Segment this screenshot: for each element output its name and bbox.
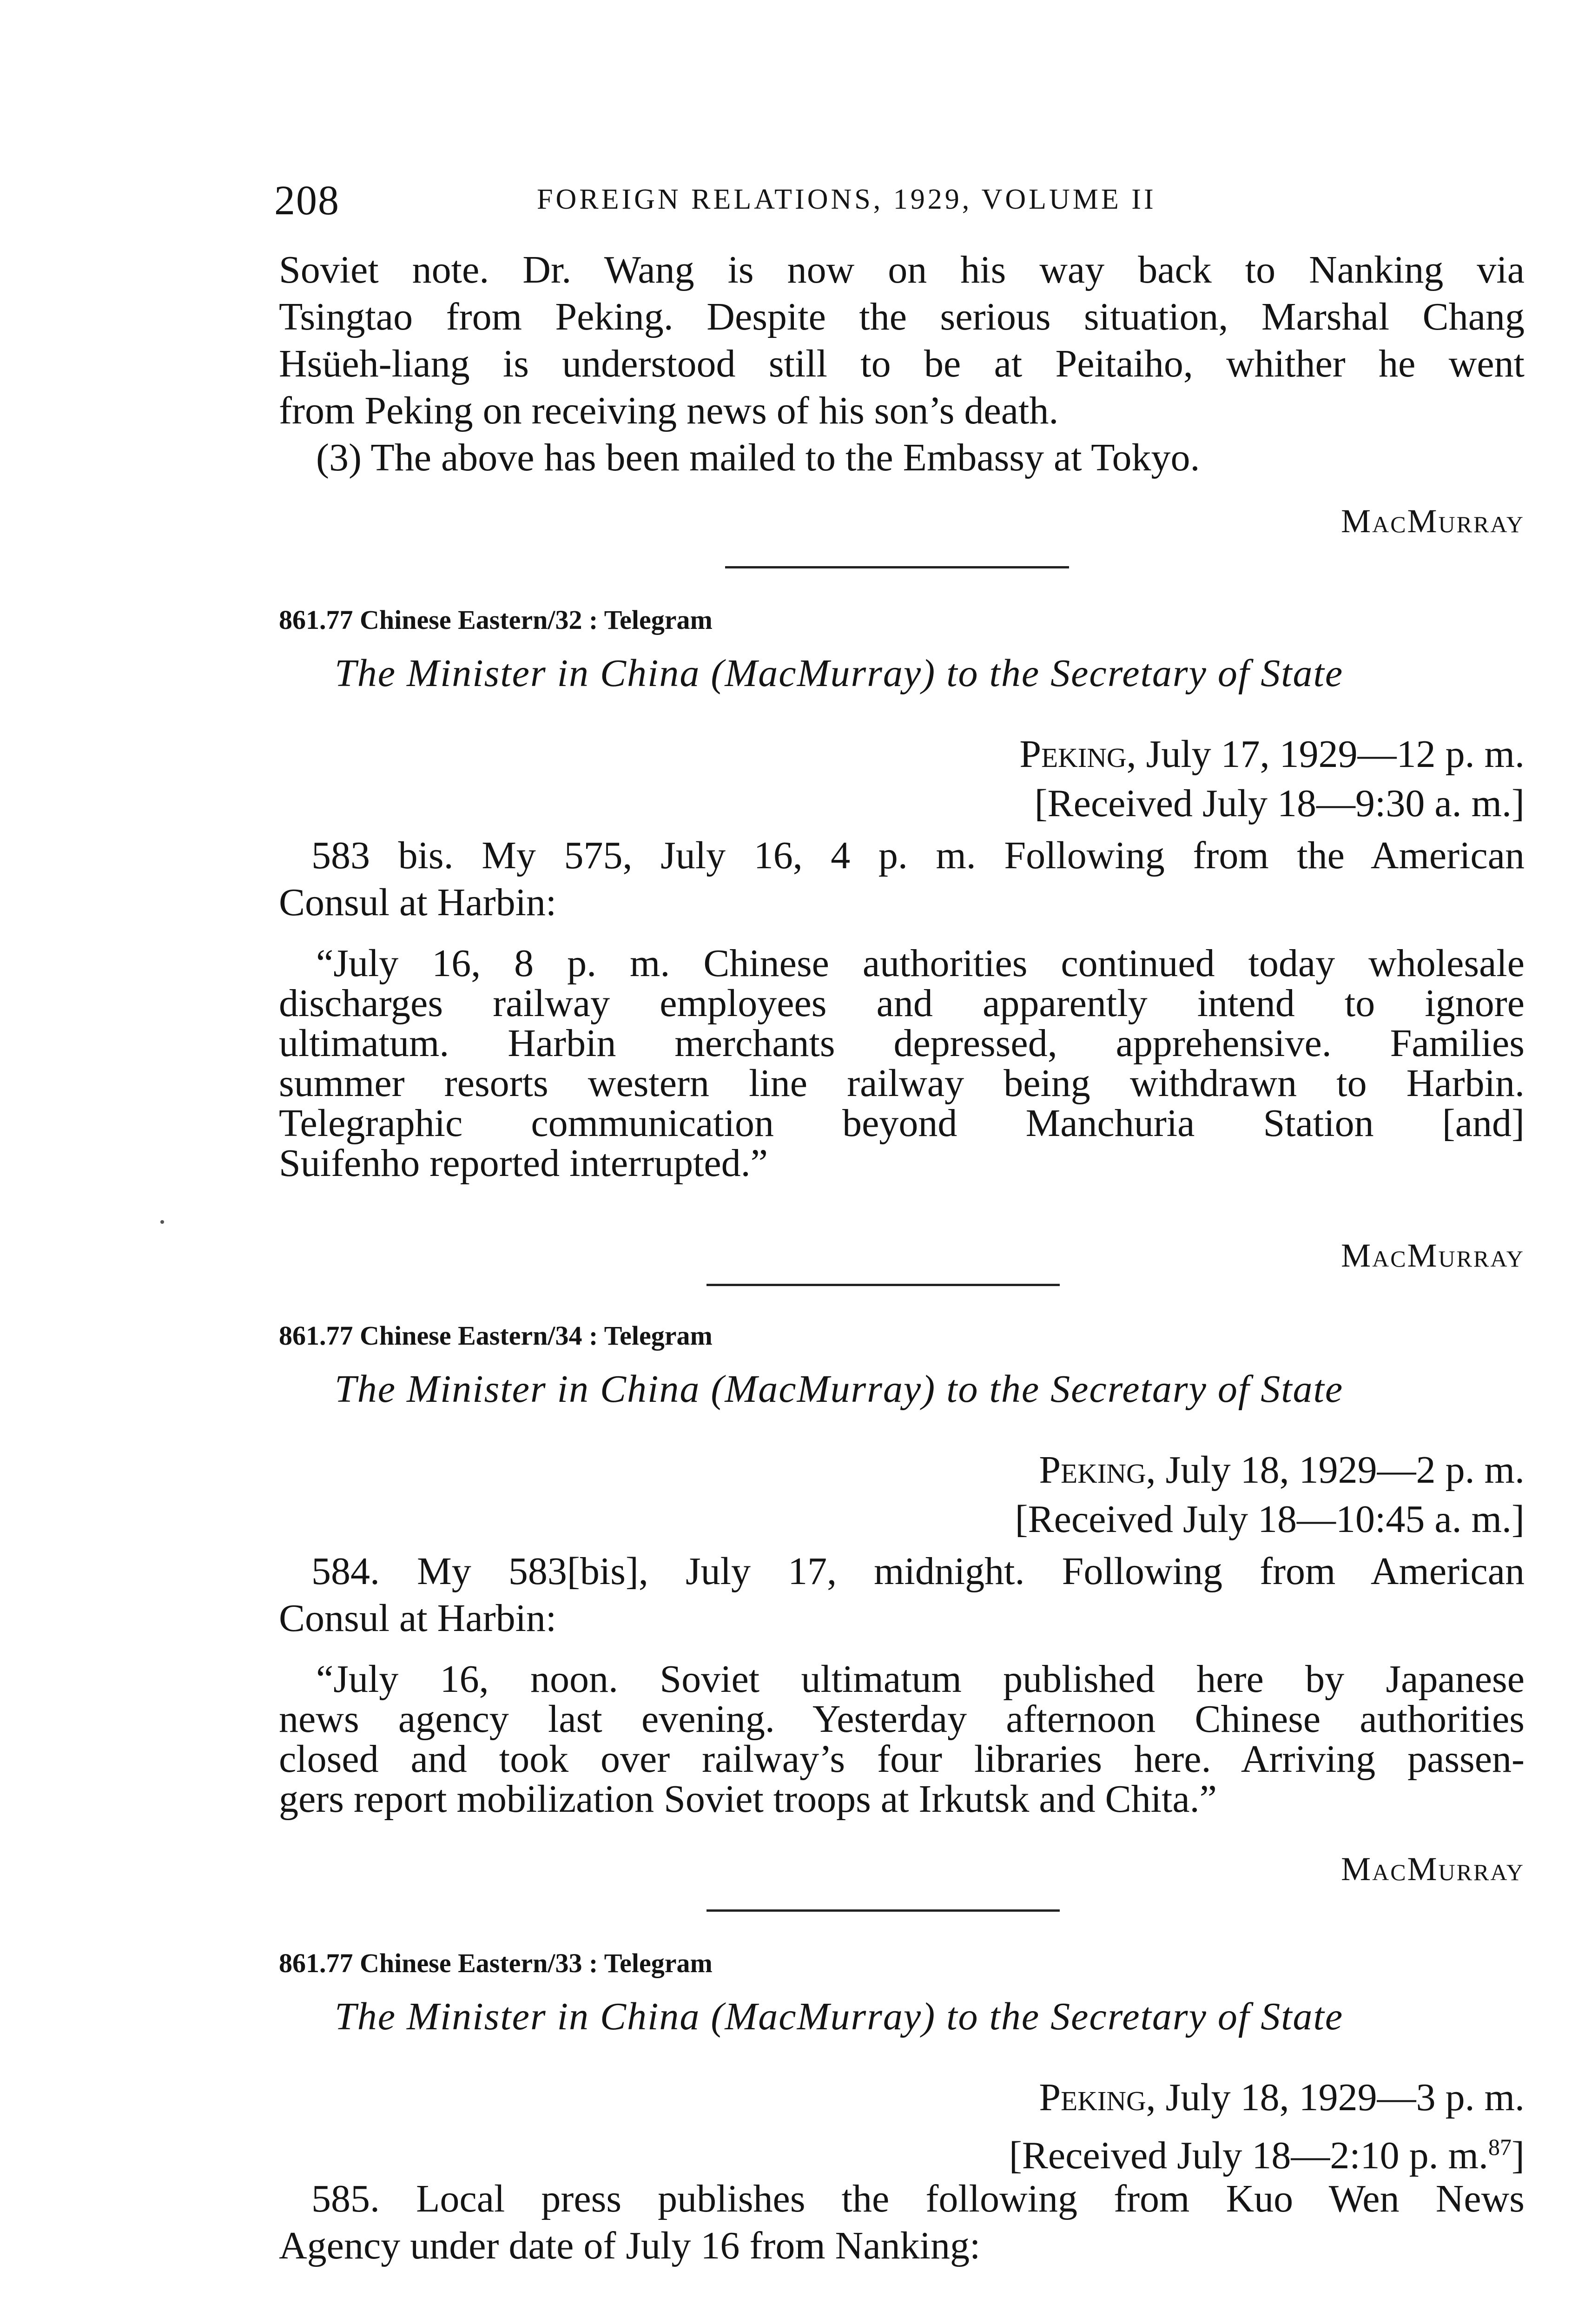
text-line: Hsüeh-liang is understood still to be at Peitaiho, whither he went (279, 342, 1525, 385)
text-line: Tsingtao from Peking. Despite the serious situation, Marshal Chang (279, 295, 1525, 338)
dateline (1015, 1446, 1525, 1544)
document-reference: 861.77 Chinese Eastern/34 : Telegram (279, 1320, 713, 1351)
received-line: [Received July 18—10:45 a. m.] (1015, 1498, 1525, 1541)
received-text: [Received July 18—2:10 p. m. (1009, 2134, 1489, 2177)
dateline-date: July 18, 1929—3 p. m. (1155, 2076, 1525, 2119)
text-line: 583 bis. My 575, July 16, 4 p. m. Following from the American (311, 834, 1525, 877)
document-reference: 861.77 Chinese Eastern/33 : Telegram (279, 1948, 713, 1978)
signature: MacMurray (1341, 502, 1525, 540)
dateline (1019, 730, 1525, 828)
quote-line: summer resorts western line railway being withdrawn to Harbin. (279, 1062, 1525, 1105)
text-line: from Peking on receiving news of his son’s death. (279, 389, 1059, 432)
received-line: [Received July 18—9:30 a. m.] (1034, 782, 1525, 825)
quote-line: ultimatum. Harbin merchants depressed, apprehensive. Families (279, 1022, 1525, 1065)
paragraph-3: (3) The above has been mailed to the Embassy at Tokyo. (316, 436, 1200, 479)
dateline (1009, 2073, 1525, 2180)
received-line (1009, 2122, 1525, 2180)
document-title: The Minister in China (MacMurray) to the Secretary of State (335, 1367, 1344, 1411)
quote-line: news agency last evening. Yesterday afternoon Chinese authorities (279, 1697, 1525, 1741)
quote-line: discharges railway employees and apparently intend to ignore (279, 982, 1525, 1025)
running-title: FOREIGN RELATIONS, 1929, VOLUME II (537, 184, 1156, 215)
text-line: 585. Local press publishes the following from Kuo Wen News (311, 2177, 1525, 2220)
quote-line: “July 16, 8 p. m. Chinese authorities continued today wholesale (316, 942, 1525, 985)
quote-line: “July 16, noon. Soviet ultimatum published here by Japanese (316, 1657, 1525, 1701)
document-title: The Minister in China (MacMurray) to the Secretary of State (335, 1995, 1344, 2038)
document-reference: 861.77 Chinese Eastern/32 : Telegram (279, 605, 713, 635)
text-line: Soviet note. Dr. Wang is now on his way back to Nanking via (279, 248, 1525, 291)
quote-line: gers report mobilization Soviet troops at Irkutsk and Chita.” (279, 1777, 1217, 1821)
page-number: 208 (274, 178, 340, 224)
quote-line: Suifenho reported interrupted.” (279, 1142, 768, 1185)
received-close: ] (1512, 2134, 1525, 2177)
section-rule (706, 1909, 1060, 1912)
dateline-date: July 17, 1929—12 p. m. (1136, 733, 1525, 776)
quote-line: Telegraphic communication beyond Manchuria Station [and] (279, 1102, 1525, 1145)
dateline-place: Peking, (1039, 1448, 1156, 1492)
text-line: Consul at Harbin: (279, 1597, 557, 1640)
signature: MacMurray (1341, 1850, 1525, 1888)
text-line: 584. My 583[bis], July 17, midnight. Following from American (311, 1550, 1525, 1593)
section-rule (725, 566, 1069, 568)
signature: MacMurray (1341, 1237, 1525, 1274)
document-title: The Minister in China (MacMurray) to the Secretary of State (335, 652, 1344, 695)
running-head (274, 177, 1250, 228)
section-rule (706, 1284, 1060, 1286)
dateline-date: July 18, 1929—2 p. m. (1155, 1448, 1525, 1492)
dateline-place: Peking, (1019, 733, 1136, 776)
scan-speck (160, 1220, 164, 1224)
quote-line: closed and took over railway’s four libraries here. Arriving passen- (279, 1737, 1525, 1781)
dateline-place: Peking, (1039, 2076, 1156, 2119)
text-line: Agency under date of July 16 from Nanking: (279, 2224, 981, 2267)
text-line: Consul at Harbin: (279, 881, 557, 924)
footnote-marker: 87 (1488, 2134, 1512, 2160)
